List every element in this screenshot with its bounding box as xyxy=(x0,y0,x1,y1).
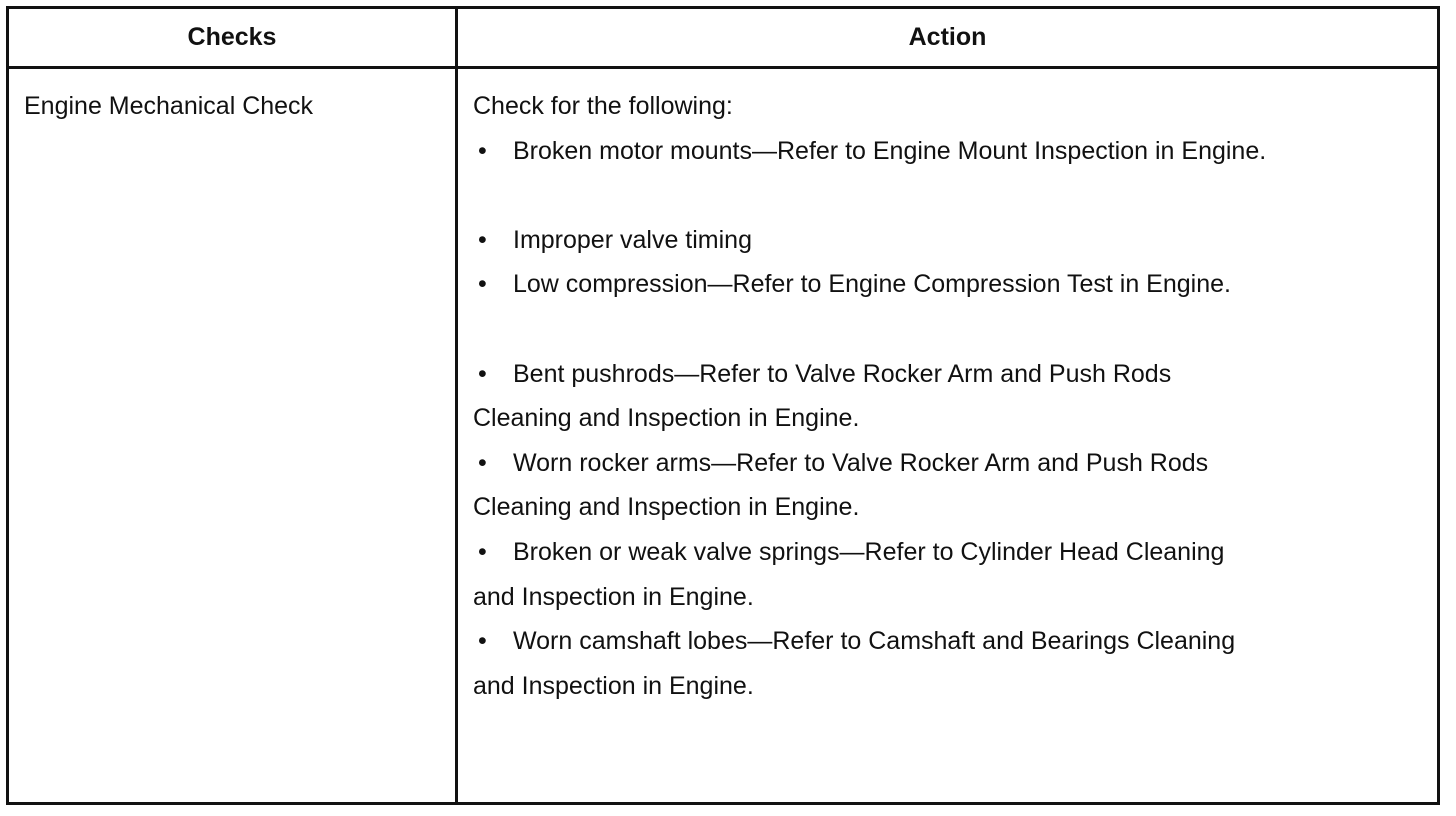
action-item xyxy=(473,446,1423,491)
header-checks: Checks xyxy=(187,23,277,51)
action-item-text: Broken or weak valve springs—Refer to Cylinder Head Cleaning xyxy=(513,537,1225,566)
action-cell xyxy=(473,89,1423,713)
bullet-icon: • xyxy=(478,136,487,165)
bullet-icon: • xyxy=(478,448,487,477)
action-item-text: Broken motor mounts—Refer to Engine Mount Inspection in Engine. xyxy=(513,136,1267,165)
action-item-continuation: and Inspection in Engine. xyxy=(473,671,754,700)
header-divider xyxy=(6,66,1440,69)
action-item-text: Worn camshaft lobes—Refer to Camshaft and Bearings Cleaning xyxy=(513,627,1236,656)
action-item-text: Improper valve timing xyxy=(513,225,752,254)
spacer xyxy=(473,178,1423,223)
action-item xyxy=(473,134,1423,179)
action-item xyxy=(473,357,1423,402)
action-item-continuation: Cleaning and Inspection in Engine. xyxy=(473,493,860,522)
check-name: Engine Mechanical Check xyxy=(24,92,314,120)
action-item xyxy=(473,624,1423,669)
action-item-text: Low compression—Refer to Engine Compression Test in Engine. xyxy=(513,270,1231,299)
action-item-continuation: Cleaning and Inspection in Engine. xyxy=(473,404,860,433)
bullet-icon: • xyxy=(478,359,487,388)
bullet-icon: • xyxy=(478,627,487,656)
action-item xyxy=(473,223,1423,268)
action-item xyxy=(473,535,1423,580)
bullet-icon: • xyxy=(478,225,487,254)
column-divider xyxy=(455,6,458,805)
bullet-icon: • xyxy=(478,537,487,566)
spacer xyxy=(473,312,1423,357)
action-intro: Check for the following: xyxy=(473,92,733,120)
action-item xyxy=(473,267,1423,312)
action-item-text: Bent pushrods—Refer to Valve Rocker Arm and Push Rods xyxy=(513,359,1172,388)
action-item-text: Worn rocker arms—Refer to Valve Rocker Arm and Push Rods xyxy=(513,448,1209,477)
header-action: Action xyxy=(908,23,987,51)
bullet-icon: • xyxy=(478,270,487,299)
action-item-continuation: and Inspection in Engine. xyxy=(473,582,754,611)
